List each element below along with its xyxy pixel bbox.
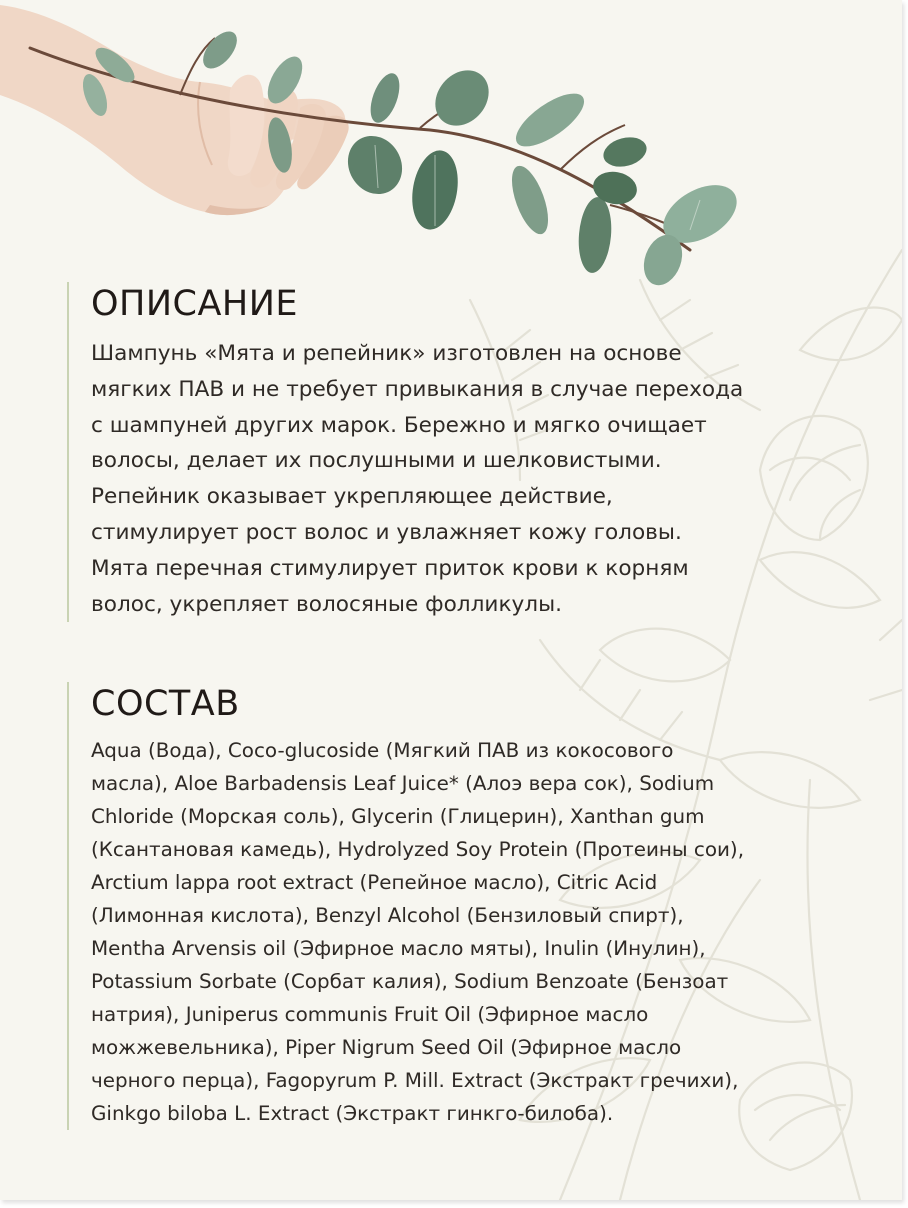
composition-title: СОСТАВ (91, 684, 240, 724)
hand-icon (0, 5, 349, 215)
description-text: Шампунь «Мята и репейник» изготовлен на основе мягких ПАВ и не требует привыкания в случае перехода с шампуней других марок. Бережно и мягко очищает волосы, делает их послушными и шелковистыми. Репейник оказывает укрепляющее действие, стимулирует рост волос и увлажняет кожу головы. Мята перечная стимулирует приток крови к корням волос, укрепляет волосяные фолликулы. (91, 341, 744, 617)
composition-section (67, 682, 851, 1130)
description-title: ОПИСАНИЕ (91, 284, 299, 324)
description-section (67, 282, 851, 622)
composition-text: Aqua (Вода), Coco-glucoside (Мягкий ПАВ из кокосового масла), Aloe Barbadensis Leaf Juice* (Алоэ вера сок), Sodium Chloride (Морская соль), Glycerin (Глицерин), Xanthan gum (Ксантановая камедь), Hydrolyzed Soy Protein (Протеины сои), Arctium lappa root extract (Репейное масло), Citric Acid (Лимонная кислота), Benzyl Alcohol (Бензиловый спирт), Mentha Arvensis oil (Эфирное масло мяты), Inulin (Инулин), Potassium Sorbate (Сорбат калия), Sodium Benzoate (Бензоат натрия), Juniperus communis Fruit Oil (Эфирное масло можжевельника), Piper Nigrum Seed Oil (Эфирное масло черного перца), Fagopyrum P. Mill. Extract (Экстракт гречихи), Ginkgo biloba L. Extract (Экстракт гинкго-билоба). (91, 739, 745, 1125)
hand-with-eucalyptus-illustration (0, 0, 760, 300)
